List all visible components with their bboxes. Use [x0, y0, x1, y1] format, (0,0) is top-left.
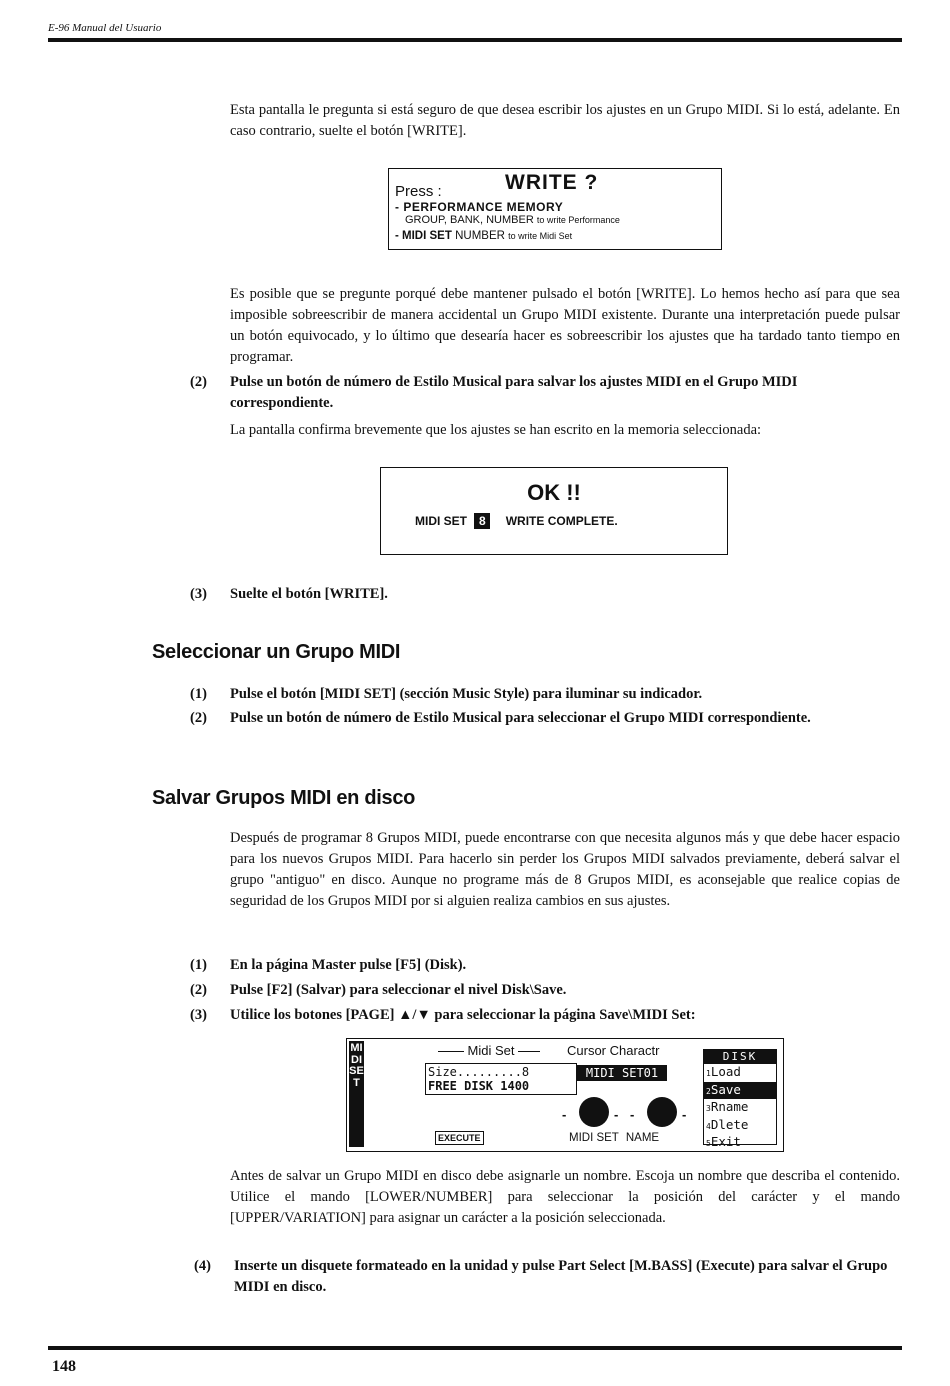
- lcd-line-midiset-text: NUMBER: [455, 230, 505, 242]
- menu-item-save[interactable]: 2Save: [704, 1082, 776, 1100]
- step-number: (2): [190, 982, 207, 998]
- knob-right-plus-icon: -: [682, 1107, 687, 1122]
- step-number: (2): [190, 710, 207, 726]
- step-number: (3): [190, 586, 207, 602]
- knob-right-label: NAME: [625, 1132, 660, 1144]
- step-text: Utilice los botones [PAGE] ▲/▼ para seleccionar la página Save\MIDI Set:: [230, 1007, 696, 1023]
- section2-step-3: [190, 1005, 902, 1026]
- lcd-disk-save: [346, 1038, 784, 1152]
- footer-rule: [48, 1346, 902, 1350]
- lcd-line-midiset: [395, 230, 572, 242]
- lcd-line-group-text: GROUP, BANK, NUMBER: [405, 214, 534, 226]
- section1-step-2: [190, 708, 902, 729]
- lcd-ok-status: WRITE COMPLETE.: [505, 514, 618, 528]
- lcd-disk-menu: [703, 1049, 777, 1149]
- lcd-ok-number: 8: [474, 513, 490, 529]
- step-number: (1): [190, 957, 207, 973]
- section-select-midi-group: Seleccionar un Grupo MIDI: [152, 641, 401, 663]
- running-header: E-96 Manual del Usuario: [48, 22, 162, 34]
- knob-left-label: MIDI SET: [569, 1132, 619, 1144]
- lcd-line-group-small: to write Performance: [536, 215, 620, 225]
- lcd-header-left: [429, 1043, 549, 1058]
- step-text: Pulse [F2] (Salvar) para seleccionar el nivel Disk\Save.: [230, 982, 567, 998]
- lcd-line-group: [405, 214, 620, 226]
- knob-right-minus-icon: -: [630, 1107, 635, 1122]
- lcd-size-box: [425, 1063, 577, 1095]
- lcd-knob-labels: [569, 1132, 659, 1144]
- lcd-ok-status-line: [415, 513, 618, 529]
- section1-step-1: [190, 684, 902, 705]
- midi-set-knob-icon[interactable]: [579, 1097, 609, 1127]
- step-number: (3): [190, 1007, 207, 1023]
- why-hold-paragraph: Es posible que se pregunte porqué debe mantener pulsado el botón [WRITE]. Lo hemos hecho así para que sea imposible sobreescribir de manera accidental un Grupo MIDI existente. Durante una interpretación puede pulsar un botón equivocado, y lo último que desearía hacer es sobreescribir los ajustes que ha tardado tanto tiempo en programar.: [230, 286, 900, 365]
- step-text: Inserte un disquete formateado en la unidad y pulse Part Select [M.BASS] (Execute) para salvar el Grupo MIDI en disco.: [234, 1258, 888, 1295]
- menu-item-exit[interactable]: 5Exit: [706, 1134, 741, 1149]
- step-3-release: [190, 584, 902, 605]
- lcd-press-label: Press :: [395, 183, 442, 200]
- lcd-ok-label: MIDI SET: [415, 514, 468, 528]
- lcd-side-label: MIDI SET: [349, 1041, 364, 1147]
- menu-item-delete[interactable]: 4Dlete: [706, 1116, 749, 1132]
- intro-paragraph: Esta pantalla le pregunta si está seguro de que desea escribir los ajustes en un Grupo MIDI. Si lo está, adelante. En caso contrario, suelte el botón [WRITE].: [230, 102, 900, 139]
- save-disk-paragraph: Después de programar 8 Grupos MIDI, puede encontrarse con que necesita algunos más y que debe hacer espacio para los nuevos Grupos MIDI. Para hacerlo sin perder los Grupos MIDI salvados previamente, deberá salvar el grupo "antiguo" en disco. Aunque no programe más de 8 Grupos MIDI, es aconsejable que realice copias de seguridad de los Grupos MIDI por si alguien realiza cambios en sus ajustes.: [230, 830, 900, 909]
- confirm-paragraph: La pantalla confirma brevemente que los ajustes se han escrito en la memoria seleccionada:: [230, 422, 762, 438]
- step-number: (2): [190, 374, 207, 390]
- lcd-free-disk: FREE DISK 1400: [428, 1079, 530, 1093]
- section-save-to-disk: Salvar Grupos MIDI en disco: [152, 787, 416, 809]
- page-number: 148: [52, 1358, 76, 1375]
- step-text: Pulse el botón [MIDI SET] (sección Music Style) para iluminar su indicador.: [230, 686, 703, 702]
- lcd-menu-title: DISK: [704, 1050, 776, 1064]
- lcd-name-field[interactable]: MIDI SET01: [577, 1065, 667, 1081]
- lcd-write-confirm: [388, 168, 722, 250]
- step-number: (1): [190, 686, 207, 702]
- naming-paragraph: Antes de salvar un Grupo MIDI en disco debe asignarle un nombre. Escoja un nombre que describa el contenido. Utilice el mando [LOWER/NUMBER] para seleccionar la posición del carácter y el mando [UPPER/VARIATION] para asignar un carácter a la posición seleccionada.: [230, 1168, 900, 1226]
- lcd-ok-confirm: [380, 467, 728, 555]
- execute-button[interactable]: EXECUTE: [435, 1131, 484, 1145]
- lcd-header-right: Cursor Charactr: [567, 1043, 660, 1058]
- step-text: En la página Master pulse [F5] (Disk).: [230, 957, 467, 973]
- knob-left-plus-icon: -: [614, 1107, 619, 1122]
- section2-step-1: [190, 955, 902, 976]
- lcd-write-title: WRITE ?: [505, 171, 599, 194]
- lcd-line-midiset-bold: - MIDI SET: [395, 230, 452, 242]
- lcd-ok-title: OK !!: [527, 480, 581, 505]
- header-rule: [48, 38, 902, 42]
- step-text: Pulse un botón de número de Estilo Musical para seleccionar el Grupo MIDI correspondiente.: [230, 710, 811, 726]
- knob-left-minus-icon: -: [562, 1107, 567, 1122]
- step-2-save: [190, 372, 902, 414]
- name-knob-icon[interactable]: [647, 1097, 677, 1127]
- lcd-size-label: Size.........8: [428, 1065, 530, 1079]
- section2-step-2: [190, 980, 902, 1001]
- menu-item-rename[interactable]: 3Rname: [706, 1099, 749, 1114]
- step-4-execute: [194, 1256, 906, 1298]
- lcd-line-performance: - PERFORMANCE MEMORY: [395, 200, 564, 214]
- step-text: Suelte el botón [WRITE].: [230, 586, 388, 602]
- menu-item-load[interactable]: 1Load: [706, 1064, 741, 1079]
- step-number: (4): [194, 1258, 211, 1274]
- lcd-header-left-text: Midi Set: [467, 1043, 515, 1058]
- lcd-line-midiset-small: to write Midi Set: [508, 231, 573, 241]
- step-text: Pulse un botón de número de Estilo Musical para salvar los ajustes MIDI en el Grupo MIDI correspondiente.: [230, 374, 798, 411]
